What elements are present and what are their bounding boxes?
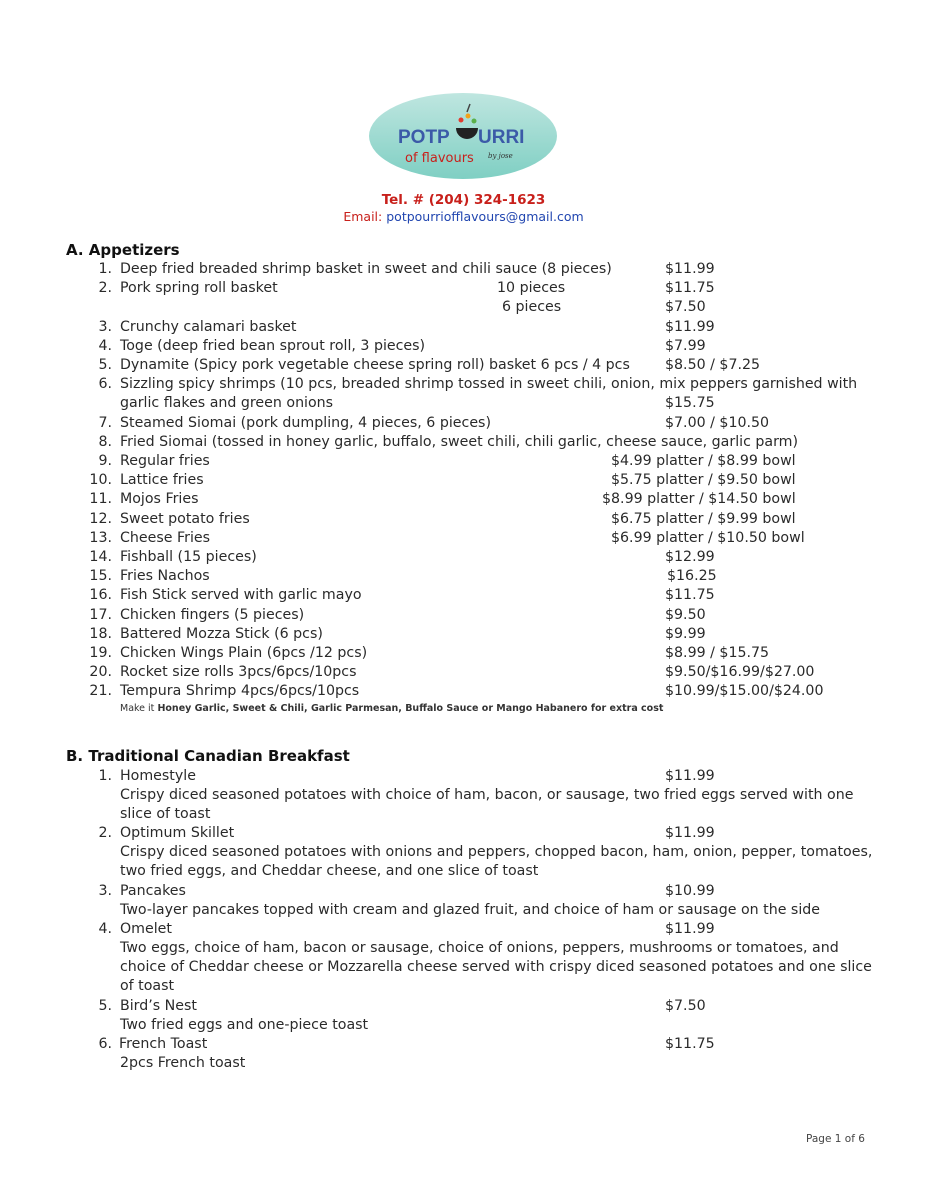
item-number: 3.	[98, 318, 112, 335]
note-prefix: Make it	[120, 703, 155, 714]
item-price: $8.99 platter / $14.50 bowl	[602, 491, 796, 508]
item-number: 4.	[98, 921, 112, 937]
item-price: $15.75	[665, 395, 715, 412]
item-number: 5.	[98, 357, 112, 373]
item-name: Lattice fries	[120, 472, 204, 489]
item-price: $7.00 / $10.50	[665, 414, 770, 431]
item-name: Deep fried breaded shrimp basket in sweet and chili sauce (8 pieces)	[120, 261, 612, 277]
appetizer-row	[0, 529, 927, 549]
item-description: Two eggs, choice of ham, bacon or sausage, choice of onions, peppers, mushrooms or tomatoes, and choice of Cheddar cheese or Mozzarella cheese served with crispy diced seasoned potatoes and one slice of toast	[120, 940, 872, 995]
item-name: Battered Mozza Stick (6 pcs)	[120, 625, 323, 642]
item-name: Sizzling spicy shrimps (10 pcs, breaded shrimp tossed in sweet chili, onion, mix peppers garnished with	[120, 376, 858, 393]
item-price: $10.99/$15.00/$24.00	[665, 683, 824, 700]
item-price: $11.99	[665, 768, 715, 784]
item-number: 2.	[98, 280, 112, 297]
item-number: 12.	[89, 510, 112, 527]
item-number: 10.	[89, 472, 112, 489]
item-name: French Toast	[119, 1036, 208, 1052]
item-price: $11.99	[665, 261, 715, 277]
item-name: Pork spring roll basket	[120, 280, 278, 297]
item-number: 5.	[98, 998, 112, 1014]
item-price: $9.50/$16.99/$27.00	[665, 664, 815, 681]
appetizer-row	[0, 298, 927, 318]
item-number: 19.	[89, 645, 112, 661]
item-name: Tempura Shrimp 4pcs/6pcs/10pcs	[120, 683, 360, 700]
item-price: $10.99	[665, 883, 715, 899]
logo-text-2: URRI	[478, 127, 525, 148]
item-name: Regular fries	[120, 453, 210, 469]
appetizer-row	[0, 606, 927, 626]
item-name: Fishball (15 pieces)	[120, 549, 257, 565]
item-name: garlic flakes and green onions	[120, 395, 334, 412]
item-name: Steamed Siomai (pork dumpling, 4 pieces, 6 pieces)	[120, 414, 491, 431]
appetizer-row	[0, 279, 927, 299]
item-description: Two-layer pancakes topped with cream and glazed fruit, and choice of ham or sausage on the side	[120, 902, 820, 918]
item-number: 2.	[98, 825, 112, 841]
appetizer-row	[0, 394, 927, 414]
appetizer-row	[0, 548, 927, 568]
appetizer-row	[0, 356, 927, 376]
item-number: 13.	[89, 529, 112, 546]
appetizer-row	[0, 433, 927, 453]
item-number: 6.	[98, 1036, 112, 1052]
item-name: Rocket size rolls 3pcs/6pcs/10pcs	[120, 664, 357, 681]
item-portion: 10 pieces	[497, 280, 566, 297]
item-number: 11.	[89, 491, 112, 508]
breakfast-item	[0, 997, 927, 1017]
item-number: 1.	[98, 261, 112, 277]
item-name: Chicken Wings Plain (6pcs /12 pcs)	[120, 645, 368, 661]
breakfast-item	[0, 882, 927, 902]
item-name: Fried Siomai (tossed in honey garlic, buffalo, sweet chili, chili garlic, cheese sauce, garlic parm)	[120, 433, 799, 450]
item-price: $7.99	[665, 337, 706, 354]
item-price: $6.99 platter / $10.50 bowl	[611, 529, 805, 546]
item-number: 15.	[89, 568, 112, 585]
item-price: $8.50 / $7.25	[665, 357, 761, 373]
item-price: $7.50	[665, 998, 706, 1014]
appetizer-sauce-note	[120, 703, 663, 714]
item-price: $5.75 platter / $9.50 bowl	[611, 472, 796, 489]
item-name: Bird’s Nest	[120, 998, 197, 1014]
item-price: $9.50	[665, 606, 706, 623]
breakfast-item	[0, 1035, 927, 1055]
appetizer-row	[0, 337, 927, 357]
item-name: Sweet potato fries	[120, 510, 250, 527]
email-label: Email:	[343, 209, 383, 224]
appetizer-row	[0, 644, 927, 664]
appetizer-row	[0, 490, 927, 510]
item-name: Mojos Fries	[120, 491, 199, 508]
item-name: Fish Stick served with garlic mayo	[120, 587, 362, 604]
page-number: Page 1 of 6	[806, 1133, 865, 1145]
item-price: $12.99	[665, 549, 715, 565]
item-name: Pancakes	[120, 883, 186, 899]
item-number: 1.	[98, 768, 112, 784]
appetizer-row	[0, 414, 927, 434]
item-price: $4.99 platter / $8.99 bowl	[611, 453, 796, 469]
item-price: $7.50	[665, 299, 706, 316]
item-name: Omelet	[120, 921, 172, 937]
item-number: 20.	[89, 664, 112, 681]
item-number: 8.	[98, 433, 112, 450]
item-name: Homestyle	[120, 768, 196, 784]
item-description: Crispy diced seasoned potatoes with choice of ham, bacon, or sausage, two fried eggs served with one slice of toast	[120, 787, 854, 823]
email-line	[0, 209, 927, 224]
item-number: 9.	[98, 453, 112, 469]
item-price: $16.25	[667, 568, 717, 585]
item-number: 18.	[89, 625, 112, 642]
item-description: 2pcs French toast	[120, 1055, 246, 1071]
item-price: $9.99	[665, 625, 706, 642]
item-name: Dynamite (Spicy pork vegetable cheese spring roll) basket 6 pcs / 4 pcs	[120, 357, 630, 373]
appetizers-title: A. Appetizers	[66, 241, 180, 259]
item-name: Chicken fingers (5 pieces)	[120, 606, 305, 623]
logo-tagline: of flavours	[405, 151, 474, 166]
item-name: Fries Nachos	[120, 568, 210, 585]
breakfast-item	[0, 824, 927, 844]
logo-text-1: POTP	[398, 127, 450, 148]
restaurant-logo	[368, 92, 558, 180]
item-number: 6.	[98, 376, 112, 393]
note-sauces: Honey Garlic, Sweet & Chili, Garlic Parmesan, Buffalo Sauce or Mango Habanero for extra cost	[157, 703, 664, 714]
item-name: Optimum Skillet	[120, 825, 235, 841]
appetizer-row	[0, 375, 927, 395]
appetizer-row	[0, 471, 927, 491]
phone-number: Tel. # (204) 324-1623	[381, 192, 546, 208]
item-price: $11.75	[665, 587, 715, 604]
appetizer-row	[0, 567, 927, 587]
item-name: Crunchy calamari basket	[120, 318, 297, 335]
appetizer-row	[0, 682, 927, 702]
appetizer-row	[0, 663, 927, 683]
appetizer-row	[0, 260, 927, 280]
item-name: Toge (deep fried bean sprout roll, 3 pieces)	[120, 337, 426, 354]
email-link[interactable]: potpourriofflavours@gmail.com	[386, 209, 584, 224]
item-price: $11.75	[665, 1036, 715, 1052]
item-portion: 6 pieces	[502, 299, 562, 316]
item-price: $11.99	[665, 825, 715, 841]
item-price: $11.99	[665, 921, 715, 937]
appetizer-row	[0, 586, 927, 606]
item-price: $11.99	[665, 318, 715, 335]
item-description: Crispy diced seasoned potatoes with onions and peppers, chopped bacon, ham, onion, pepper, tomatoes, two fried eggs, and Cheddar cheese, and one slice of toast	[120, 844, 873, 880]
item-number: 14.	[89, 549, 112, 565]
item-number: 17.	[89, 606, 112, 623]
appetizer-row	[0, 318, 927, 338]
item-price: $6.75 platter / $9.99 bowl	[611, 510, 796, 527]
appetizer-row	[0, 625, 927, 645]
item-number: 21.	[89, 683, 112, 700]
item-number: 3.	[98, 883, 112, 899]
item-price: $11.75	[665, 280, 715, 297]
item-name: Cheese Fries	[120, 529, 211, 546]
appetizer-row	[0, 510, 927, 530]
item-number: 16.	[89, 587, 112, 604]
breakfast-item	[0, 767, 927, 787]
item-number: 7.	[98, 414, 112, 431]
item-number: 4.	[98, 337, 112, 354]
breakfast-title: B. Traditional Canadian Breakfast	[66, 747, 350, 765]
breakfast-item	[0, 920, 927, 940]
item-description: Two fried eggs and one-piece toast	[120, 1017, 369, 1033]
item-price: $8.99 / $15.75	[665, 645, 770, 661]
appetizer-row	[0, 452, 927, 472]
logo-signature: by jose	[488, 152, 513, 160]
